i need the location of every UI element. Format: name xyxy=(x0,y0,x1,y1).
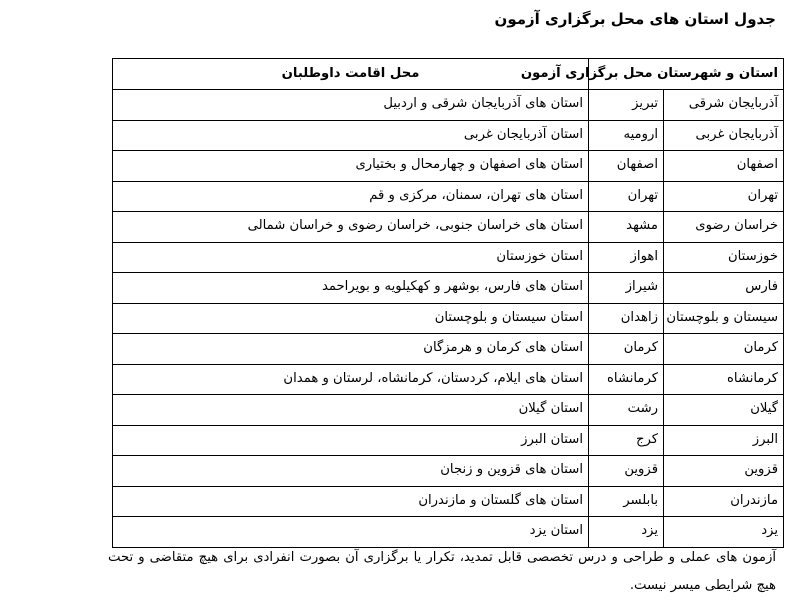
residence-cell: استان آذربایجان غربی xyxy=(113,120,589,151)
table-header-row xyxy=(113,59,784,90)
table-row xyxy=(113,486,784,517)
province-cell: البرز xyxy=(664,425,784,456)
residence-cell: استان های گلستان و مازندران xyxy=(113,486,589,517)
province-cell: یزد xyxy=(664,517,784,548)
residence-cell: استان گیلان xyxy=(113,395,589,426)
residence-cell: استان های فارس، بوشهر و کهکیلویه و بویراحمد xyxy=(113,273,589,304)
city-cell: کرمان xyxy=(589,334,664,365)
city-cell: زاهدان xyxy=(589,303,664,334)
table-row xyxy=(113,303,784,334)
province-cell: مازندران xyxy=(664,486,784,517)
header-exam-location: استان و شهرستان محل برگزاری آزمون xyxy=(589,59,784,90)
table-row xyxy=(113,212,784,243)
province-cell: سیستان و بلوچستان xyxy=(664,303,784,334)
city-cell: یزد xyxy=(589,517,664,548)
city-cell: اصفهان xyxy=(589,151,664,182)
city-cell: رشت xyxy=(589,395,664,426)
table-row xyxy=(113,273,784,304)
residence-cell: استان خوزستان xyxy=(113,242,589,273)
province-cell: خوزستان xyxy=(664,242,784,273)
province-cell: آذربایجان غربی xyxy=(664,120,784,151)
city-cell: کرمانشاه xyxy=(589,364,664,395)
province-cell: فارس xyxy=(664,273,784,304)
table-row xyxy=(113,425,784,456)
province-cell: قزوین xyxy=(664,456,784,487)
city-cell: بابلسر xyxy=(589,486,664,517)
province-cell: اصفهان xyxy=(664,151,784,182)
table-row xyxy=(113,395,784,426)
table-row xyxy=(113,151,784,182)
residence-cell: استان های قزوین و زنجان xyxy=(113,456,589,487)
city-cell: ارومیه xyxy=(589,120,664,151)
table-row xyxy=(113,334,784,365)
province-cell: کرمان xyxy=(664,334,784,365)
city-cell: شیراز xyxy=(589,273,664,304)
province-cell: تهران xyxy=(664,181,784,212)
table-row xyxy=(113,364,784,395)
residence-cell: استان های تهران، سمنان، مرکزی و قم xyxy=(113,181,589,212)
exam-locations-table xyxy=(112,58,784,548)
table-row xyxy=(113,120,784,151)
province-cell: کرمانشاه xyxy=(664,364,784,395)
residence-cell: استان های ایلام، کردستان، کرمانشاه، لرستان و همدان xyxy=(113,364,589,395)
residence-cell: استان سیستان و بلوچستان xyxy=(113,303,589,334)
residence-cell: استان البرز xyxy=(113,425,589,456)
table-row xyxy=(113,456,784,487)
table-body xyxy=(113,90,784,548)
footnote-text: آزمون های عملی و طراحی و درس تخصصی قابل تمدید، تکرار یا برگزاری آن بصورت انفرادی برای هیچ متقاضی و تحت هیچ شرایطی میسر نیست. xyxy=(108,550,776,593)
city-cell: قزوین xyxy=(589,456,664,487)
province-cell: آذربایجان شرقی xyxy=(664,90,784,121)
document-title: جدول استان های محل برگزاری آزمون xyxy=(494,10,776,28)
residence-cell: استان های خراسان جنوبی، خراسان رضوی و خراسان شمالی xyxy=(113,212,589,243)
table-row xyxy=(113,181,784,212)
residence-cell: استان های آذربایجان شرقی و اردبیل xyxy=(113,90,589,121)
city-cell: مشهد xyxy=(589,212,664,243)
city-cell: تبریز xyxy=(589,90,664,121)
province-cell: گیلان xyxy=(664,395,784,426)
province-cell: خراسان رضوی xyxy=(664,212,784,243)
residence-cell: استان یزد xyxy=(113,517,589,548)
city-cell: کرج xyxy=(589,425,664,456)
residence-cell: استان های کرمان و هرمزگان xyxy=(113,334,589,365)
table-row xyxy=(113,242,784,273)
table-row xyxy=(113,90,784,121)
city-cell: اهواز xyxy=(589,242,664,273)
table-row xyxy=(113,517,784,548)
residence-cell: استان های اصفهان و چهارمحال و بختیاری xyxy=(113,151,589,182)
city-cell: تهران xyxy=(589,181,664,212)
header-candidate-residence: محل اقامت داوطلبان xyxy=(113,59,589,90)
